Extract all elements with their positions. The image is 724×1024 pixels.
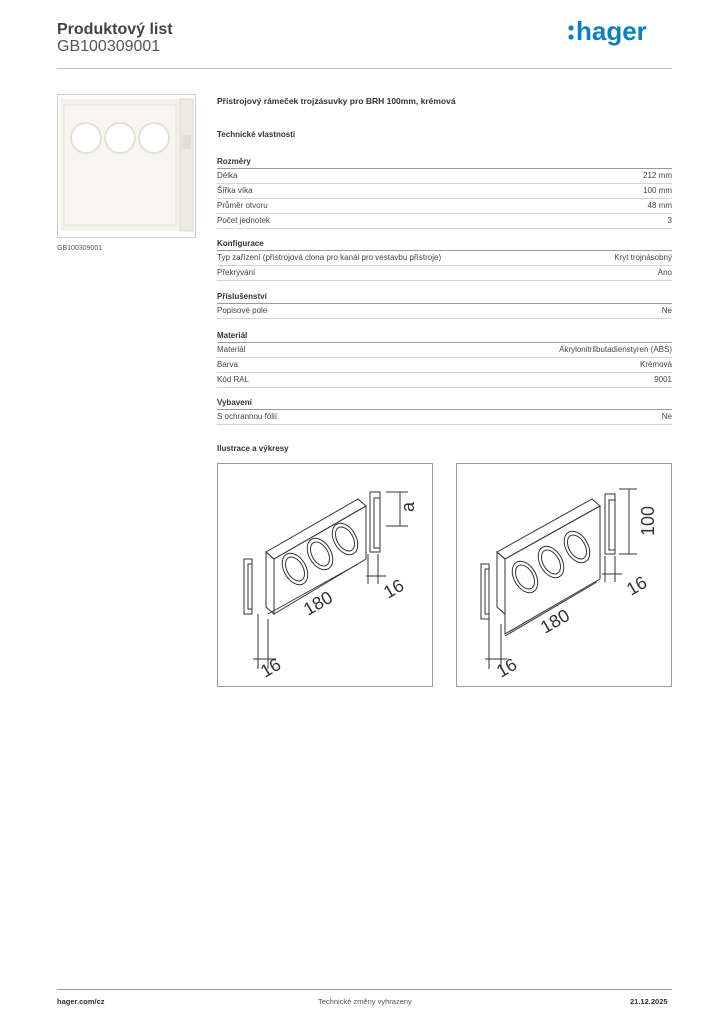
footer-note: Technické změny vyhrazeny (318, 997, 412, 1006)
dim-depth-label: 16 (493, 654, 521, 682)
logo-text: hager (576, 16, 647, 46)
row-value: Krémová (639, 360, 672, 369)
row-label: Šířka víka (217, 186, 253, 195)
row-value: 100 mm (643, 186, 672, 195)
table-row (217, 410, 672, 425)
row-value: 9001 (654, 375, 672, 384)
product-code: GB100309001 (57, 38, 161, 55)
dim-side-label: 16 (623, 572, 651, 600)
hager-logo (568, 16, 658, 46)
row-label: Počet jednotek (217, 216, 270, 225)
section-heading: Konfigurace (217, 238, 672, 251)
footer-website-link[interactable]: hager.com/cz (57, 997, 105, 1006)
illustrations-heading: Ilustrace a výkresy (217, 444, 289, 453)
table-row (217, 169, 672, 184)
section-configuration (217, 238, 672, 281)
dim-side-label: 16 (380, 575, 408, 603)
table-row (217, 199, 672, 214)
row-label: S ochrannou fólií (217, 412, 278, 421)
row-label: Materiál (217, 345, 246, 354)
section-heading: Rozměry (217, 156, 672, 169)
dim-length-label: 180 (300, 587, 337, 620)
row-value: Kryt trojnásobný (614, 253, 672, 262)
tech-properties-heading: Technické vlastnosti (217, 130, 296, 139)
section-equipment (217, 397, 672, 425)
table-row (217, 304, 672, 319)
drawing-1 (217, 463, 433, 687)
table-row (217, 251, 672, 266)
row-label: Průměr otvoru (217, 201, 268, 210)
footer-divider (57, 989, 672, 990)
drawing-2 (456, 463, 672, 687)
table-row (217, 184, 672, 199)
section-heading: Vybavení (217, 397, 672, 410)
row-value: Ne (661, 412, 672, 421)
section-material (217, 330, 672, 388)
section-dimensions (217, 156, 672, 229)
footer-date: 21.12.2025 (630, 997, 668, 1006)
dim-height-label: 100 (638, 505, 658, 536)
row-value: 48 mm (647, 201, 672, 210)
dim-length-label: 180 (537, 605, 574, 638)
product-photo (57, 94, 196, 238)
dim-height-label: a (398, 501, 418, 512)
row-label: Kód RAL (217, 375, 250, 384)
table-row (217, 214, 672, 229)
page-title: Produktový list (57, 21, 173, 38)
section-heading: Materiál (217, 330, 672, 343)
row-value: Ne (661, 306, 672, 315)
row-value: 3 (667, 216, 672, 225)
row-label: Typ zařízení (přístrojová clona pro kanál pro vestavbu přístroje) (217, 253, 442, 262)
dim-depth-label: 16 (257, 654, 285, 682)
photo-caption: GB100309001 (57, 245, 103, 252)
row-value: 212 mm (643, 171, 672, 180)
table-row (217, 358, 672, 373)
header-divider (57, 68, 672, 69)
product-title: Přístrojový rámeček trojzásuvky pro BRH 100mm, krémová (217, 96, 456, 106)
row-label: Délka (217, 171, 238, 180)
row-label: Popisové pole (217, 306, 268, 315)
table-row (217, 343, 672, 358)
section-accessories (217, 291, 672, 319)
table-row (217, 373, 672, 388)
table-row (217, 266, 672, 281)
row-label: Překrývání (217, 268, 256, 277)
section-heading: Příslušenství (217, 291, 672, 304)
row-label: Barva (217, 360, 238, 369)
row-value: Akrylonitrilbutadienstyren (ABS) (559, 345, 672, 354)
row-value: Ano (657, 268, 672, 277)
